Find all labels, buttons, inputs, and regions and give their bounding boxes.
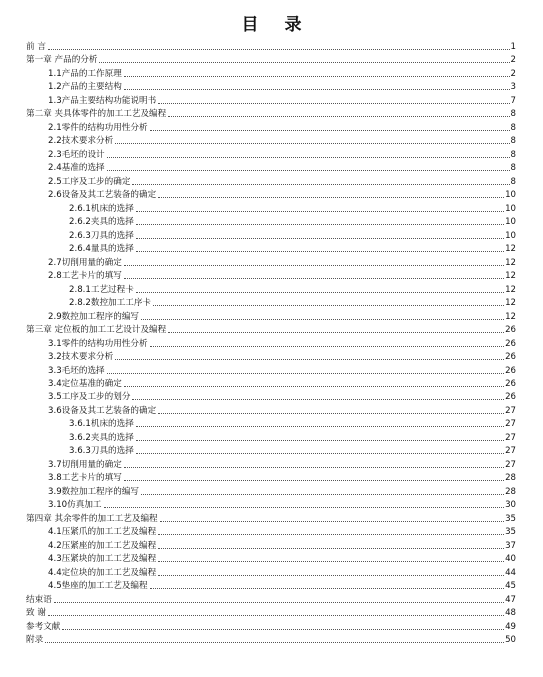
toc-entry-title: 1.2产品的主要结构 [48, 82, 122, 93]
toc-entry-title: 3.6.1机床的选择 [69, 419, 134, 430]
toc-entry-title: 第四章 其余零件的加工工艺及编程 [26, 513, 158, 524]
toc-entry-title: 第一章 产品的分析 [26, 55, 98, 66]
toc-entry-title: 2.2技术要求分析 [48, 136, 114, 147]
toc-entry-page: 10 [505, 190, 516, 201]
toc-entry-title: 2.6.1机床的选择 [69, 203, 134, 214]
toc-entry-title: 2.6.4量具的选择 [69, 244, 134, 255]
toc-entry-title: 3.4定位基准的确定 [48, 379, 122, 389]
toc-entry[interactable] [48, 94, 516, 107]
toc-entry-page: 12 [505, 244, 516, 255]
toc-entry[interactable] [48, 458, 516, 471]
toc-entry-leader [136, 224, 504, 225]
toc-entry[interactable] [48, 539, 516, 552]
toc-entry[interactable] [48, 256, 516, 269]
toc-entry[interactable] [69, 242, 516, 255]
toc-entry-title: 3.2技术要求分析 [48, 352, 114, 363]
toc-entry-page: 12 [505, 257, 516, 268]
toc-entry-title: 4.2压紧座的加工工艺及编程 [48, 540, 157, 551]
toc-entry-page: 10 [505, 217, 516, 228]
toc-entry-leader [150, 346, 504, 347]
toc-entry-page: 10 [505, 230, 516, 241]
toc-entry-page: 12 [505, 298, 516, 309]
toc-entry[interactable] [48, 80, 516, 93]
toc-entry-title: 3.1零件的结构功用性分析 [48, 338, 148, 349]
toc-entry-title: 致 谢 [26, 608, 46, 619]
toc-entry[interactable] [69, 215, 516, 228]
toc-entry-title: 第二章 夹具体零件的加工工艺及编程 [26, 109, 167, 120]
toc-entry-page: 27 [505, 459, 516, 470]
toc-entry-title: 2.6.3刀具的选择 [69, 230, 134, 241]
toc-entry-title: 第三章 定位板的加工工艺设计及编程 [26, 325, 167, 336]
toc-entry-title: 4.5垫座的加工工艺及编程 [48, 581, 148, 592]
toc-entry[interactable] [48, 148, 516, 161]
toc-entry[interactable] [48, 350, 516, 363]
toc-entry-leader [107, 170, 510, 171]
toc-entry-leader [141, 494, 504, 495]
toc-entry-title: 3.7切削用量的确定 [48, 459, 122, 470]
toc-entry-title: 2.3毛坯的设计 [48, 149, 105, 160]
toc-entry[interactable] [48, 188, 516, 201]
toc-entry-leader [158, 548, 504, 549]
toc-entry[interactable] [26, 633, 516, 646]
toc-entry[interactable] [69, 444, 516, 457]
toc-entry-page: 8 [510, 122, 516, 133]
toc-entry[interactable] [48, 161, 516, 174]
toc-entry[interactable] [48, 337, 516, 350]
toc-entry[interactable] [48, 377, 516, 390]
toc-entry-leader [99, 62, 509, 63]
toc-entry-leader [136, 238, 504, 239]
toc-entry-page: 37 [505, 540, 516, 551]
toc-entry-page: 28 [505, 473, 516, 484]
toc-entry-page: 27 [505, 446, 516, 457]
toc-entry-leader [168, 116, 509, 117]
toc-entry-leader [141, 319, 504, 320]
toc-entry[interactable] [48, 390, 516, 403]
toc-entry-page: 26 [505, 352, 516, 363]
toc-entry-title: 3.8工艺卡片的填写 [48, 473, 122, 484]
toc-entry-leader [48, 49, 510, 50]
toc-entry[interactable] [26, 512, 516, 525]
toc-entry-title: 3.5工序及工步的划分 [48, 392, 131, 403]
toc-entry[interactable] [48, 579, 516, 592]
toc-entry[interactable] [48, 134, 516, 147]
toc-entry[interactable] [69, 417, 516, 430]
toc-entry[interactable] [48, 269, 516, 282]
toc-entry-leader [124, 480, 504, 481]
toc-entry[interactable] [26, 40, 516, 53]
toc-entry[interactable] [48, 525, 516, 538]
toc-entry-leader [158, 197, 504, 198]
toc-entry[interactable] [48, 566, 516, 579]
toc-entry[interactable] [48, 471, 516, 484]
toc-entry-leader [158, 561, 504, 562]
toc-entry-page: 1 [510, 42, 516, 52]
toc-entry-title: 4.1压紧爪的加工工艺及编程 [48, 527, 157, 538]
toc-entry-title: 3.6.2夹具的选择 [69, 432, 134, 443]
toc-entry-title: 2.1零件的结构功用性分析 [48, 122, 148, 133]
toc-entry[interactable] [69, 296, 516, 309]
toc-entry-leader [115, 143, 509, 144]
toc-entry-title: 2.8.2数控加工工序卡 [69, 298, 152, 309]
toc-entry-leader [104, 507, 505, 508]
toc-entry-page: 2 [510, 68, 516, 79]
toc-entry-page: 8 [510, 176, 516, 187]
toc-entry-title: 附录 [26, 635, 44, 646]
toc-entry[interactable] [69, 229, 516, 242]
toc-entry-page: 27 [505, 432, 516, 443]
toc-entry-leader [160, 521, 504, 522]
toc-entry-page: 12 [505, 271, 516, 282]
toc-entry[interactable] [26, 593, 516, 606]
toc-entry-page: 45 [505, 581, 516, 592]
toc-entry-leader [124, 467, 504, 468]
toc-entry-leader [54, 602, 504, 603]
toc-entry-leader [115, 359, 504, 360]
toc-entry-leader [158, 534, 504, 535]
toc-entry-page: 30 [505, 500, 516, 511]
toc-entry-page: 10 [505, 203, 516, 214]
toc-entry-page: 28 [505, 486, 516, 497]
toc-entry-leader [107, 373, 504, 374]
toc-entry-title: 2.8工艺卡片的填写 [48, 271, 122, 282]
toc-entry-page: 8 [510, 149, 516, 160]
toc-entry[interactable] [26, 606, 516, 619]
toc-entry-leader [158, 413, 504, 414]
toc-entry-leader [136, 292, 504, 293]
toc-entry-leader [158, 575, 504, 576]
toc-entry[interactable] [48, 67, 516, 80]
toc-entry-page: 35 [505, 527, 516, 538]
toc-entry-page: 47 [505, 594, 516, 605]
toc-entry-leader [136, 440, 504, 441]
toc-entry-page: 40 [505, 554, 516, 565]
toc-entry-title: 参考文献 [26, 621, 61, 632]
toc-entry-title: 3.9数控加工程序的编写 [48, 486, 140, 497]
toc-entry-page: 48 [505, 608, 516, 619]
toc-entry-title: 1.3产品主要结构功能说明书 [48, 95, 157, 106]
toc-entry-title: 1.1产品的工作原理 [48, 68, 122, 79]
toc-entry-title: 2.6.2夹具的选择 [69, 217, 134, 228]
toc-entry-page: 49 [505, 621, 516, 632]
toc-entry-leader [62, 629, 504, 630]
toc-entry-page: 27 [505, 419, 516, 430]
toc-entry-leader [124, 76, 510, 77]
toc-entry[interactable] [26, 620, 516, 633]
toc-entry[interactable] [48, 552, 516, 565]
toc-entry-title: 2.4基准的选择 [48, 163, 105, 174]
toc-entry-leader [136, 426, 504, 427]
toc-entry[interactable] [26, 53, 516, 66]
toc-entry-page: 50 [505, 635, 516, 646]
toc-entry[interactable] [69, 431, 516, 444]
toc-entry-page: 8 [510, 136, 516, 147]
toc-entry[interactable] [69, 202, 516, 215]
toc-entry-title: 3.6.3刀具的选择 [69, 446, 134, 457]
toc-entry-page: 26 [505, 379, 516, 389]
toc-entry-title: 4.3压紧块的加工工艺及编程 [48, 554, 157, 565]
toc-title: 目 录 [241, 15, 312, 35]
toc-entry-title: 4.4定位块的加工工艺及编程 [48, 567, 157, 578]
toc-entry[interactable] [48, 310, 516, 323]
toc-entry-page: 26 [505, 365, 516, 376]
toc-entry[interactable] [48, 121, 516, 134]
toc-entry-title: 3.6设备及其工艺装备的确定 [48, 405, 157, 416]
toc-entry-leader [153, 305, 504, 306]
toc-entry[interactable] [26, 107, 516, 120]
toc-entry-title: 3.3毛坯的选择 [48, 365, 105, 376]
toc-entry[interactable] [69, 283, 516, 296]
toc-entry[interactable] [48, 364, 516, 377]
toc-entry-leader [124, 265, 504, 266]
toc-entry-page: 2 [510, 55, 516, 66]
toc-entry-leader [48, 615, 504, 616]
toc-entry-title: 2.5工序及工步的确定 [48, 176, 131, 187]
toc-entry-leader [158, 103, 509, 104]
toc-entry-title: 3.10仿真加工 [48, 500, 102, 511]
toc-entry[interactable] [48, 175, 516, 188]
toc-entry-leader [136, 251, 504, 252]
toc-entry-page: 26 [505, 338, 516, 349]
toc-entry-leader [124, 89, 510, 90]
toc-entry-leader [136, 453, 504, 454]
toc-entry[interactable] [26, 323, 516, 336]
toc-entry-page: 27 [505, 405, 516, 416]
toc-entry[interactable] [48, 485, 516, 498]
toc-entry-leader [124, 278, 504, 279]
toc-entry[interactable] [48, 404, 516, 417]
toc-entry-page: 26 [505, 392, 516, 403]
toc-entry-page: 26 [505, 325, 516, 336]
toc-entry-page: 12 [505, 311, 516, 322]
toc-entry-title: 结束语 [26, 594, 52, 605]
toc-entry-page: 8 [510, 163, 516, 174]
toc-entry-page: 44 [505, 567, 516, 578]
toc-entry-leader [136, 211, 504, 212]
toc-entry-leader [45, 642, 504, 643]
toc-entry-page: 3 [510, 82, 516, 93]
toc-entry-leader [124, 386, 504, 387]
toc-entry-leader [132, 399, 504, 400]
toc-entry-leader [150, 588, 504, 589]
toc-entry-page: 35 [505, 513, 516, 524]
toc-entry-leader [132, 184, 509, 185]
toc-entry-leader [150, 130, 510, 131]
toc-entry[interactable] [48, 498, 516, 511]
toc-entry-title: 2.9数控加工程序的编写 [48, 311, 140, 322]
toc-entry-title: 2.6设备及其工艺装备的确定 [48, 190, 157, 201]
toc-entry-title: 前 言 [26, 42, 46, 52]
toc-entry-leader [107, 157, 510, 158]
toc-entry-title: 2.7切削用量的确定 [48, 257, 122, 268]
toc-entry-page: 12 [505, 284, 516, 295]
toc-entry-page: 7 [510, 95, 516, 106]
toc-entry-page: 8 [510, 109, 516, 120]
toc-entry-leader [168, 332, 504, 333]
toc-entry-title: 2.8.1工艺过程卡 [69, 284, 134, 295]
